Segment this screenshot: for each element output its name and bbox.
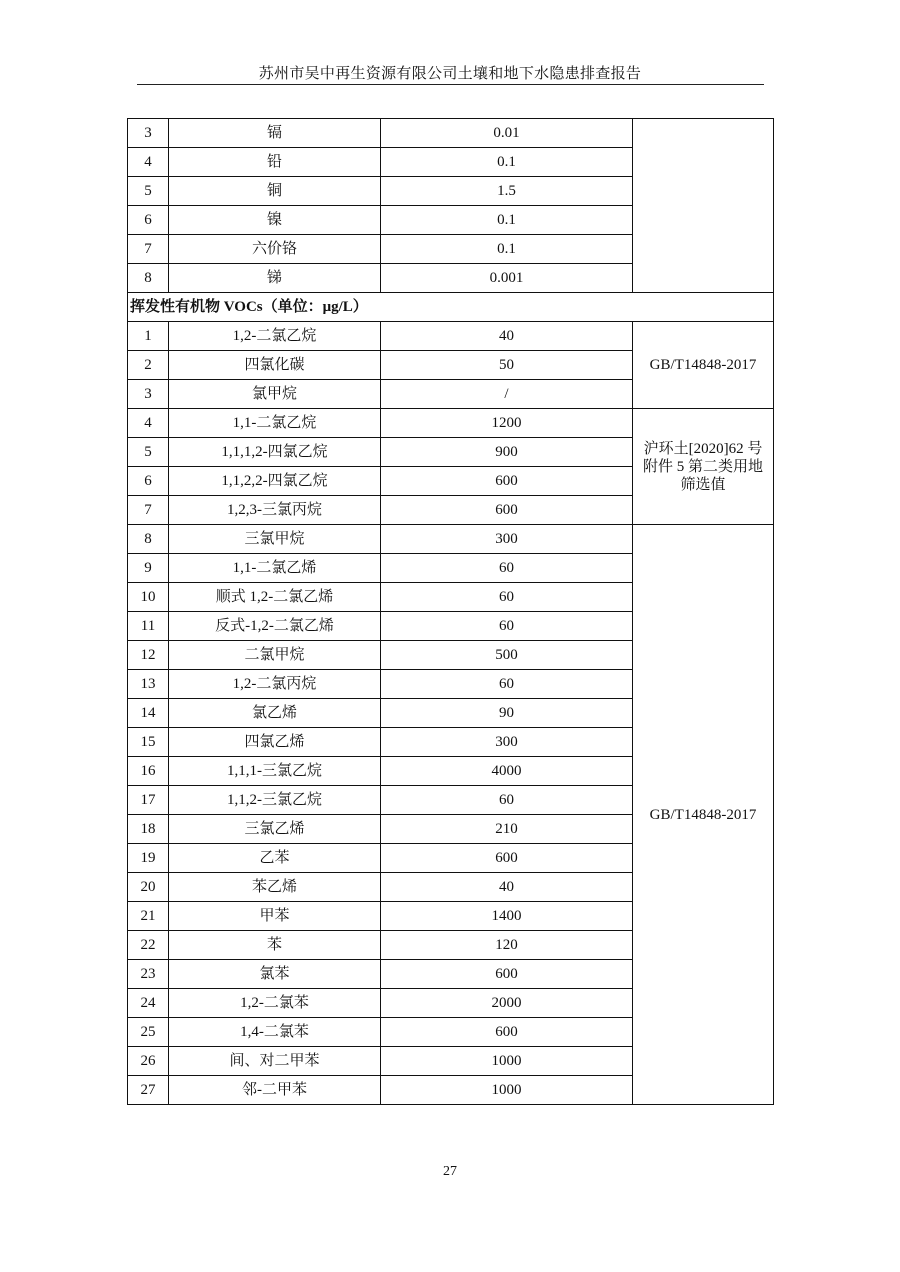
substance-name-cell: 六价铬 — [169, 235, 381, 264]
row-number-cell: 9 — [128, 554, 169, 583]
row-number-cell: 22 — [128, 931, 169, 960]
substance-name-cell: 苯 — [169, 931, 381, 960]
substance-name-cell: 1,1-二氯乙烯 — [169, 554, 381, 583]
header-rule — [137, 84, 764, 85]
limit-value-cell: 900 — [381, 438, 633, 467]
limit-value-cell: 1200 — [381, 409, 633, 438]
row-number-cell: 20 — [128, 873, 169, 902]
substance-name-cell: 邻-二甲苯 — [169, 1076, 381, 1105]
row-number-cell: 3 — [128, 119, 169, 148]
row-number-cell: 4 — [128, 409, 169, 438]
row-number-cell: 18 — [128, 815, 169, 844]
row-number-cell: 10 — [128, 583, 169, 612]
row-number-cell: 16 — [128, 757, 169, 786]
limit-value-cell: 600 — [381, 1018, 633, 1047]
limit-value-cell: 0.1 — [381, 206, 633, 235]
substance-name-cell: 氯苯 — [169, 960, 381, 989]
standard-cell: 沪环土[2020]62 号附件 5 第二类用地筛选值 — [633, 409, 774, 525]
table-row — [128, 525, 774, 554]
limit-value-cell: 120 — [381, 931, 633, 960]
limit-value-cell: 210 — [381, 815, 633, 844]
row-number-cell: 6 — [128, 206, 169, 235]
row-number-cell: 3 — [128, 380, 169, 409]
limit-value-cell: 40 — [381, 873, 633, 902]
limit-value-cell: 1000 — [381, 1076, 633, 1105]
limit-value-cell: 600 — [381, 467, 633, 496]
row-number-cell: 23 — [128, 960, 169, 989]
substance-name-cell: 1,2-二氯苯 — [169, 989, 381, 1018]
row-number-cell: 21 — [128, 902, 169, 931]
row-number-cell: 14 — [128, 699, 169, 728]
limit-value-cell: 60 — [381, 583, 633, 612]
row-number-cell: 5 — [128, 438, 169, 467]
substance-name-cell: 1,2-二氯乙烷 — [169, 322, 381, 351]
limit-value-cell: 1.5 — [381, 177, 633, 206]
substance-name-cell: 间、对二甲苯 — [169, 1047, 381, 1076]
substance-name-cell: 三氯乙烯 — [169, 815, 381, 844]
limit-value-cell: 300 — [381, 728, 633, 757]
limit-value-cell: 500 — [381, 641, 633, 670]
vocs-section-title: 挥发性有机物 VOCs（单位：μg/L） — [128, 293, 774, 322]
limit-value-cell: 600 — [381, 844, 633, 873]
limit-value-cell: 2000 — [381, 989, 633, 1018]
row-number-cell: 26 — [128, 1047, 169, 1076]
row-number-cell: 13 — [128, 670, 169, 699]
row-number-cell: 5 — [128, 177, 169, 206]
substance-name-cell: 乙苯 — [169, 844, 381, 873]
limit-value-cell: 0.01 — [381, 119, 633, 148]
table-row — [128, 119, 774, 148]
limit-value-cell: 600 — [381, 960, 633, 989]
section-header-row — [128, 293, 774, 322]
substance-name-cell: 1,1,2-三氯乙烷 — [169, 786, 381, 815]
limit-value-cell: 0.1 — [381, 235, 633, 264]
substance-name-cell: 1,1,1-三氯乙烷 — [169, 757, 381, 786]
limit-value-cell: 50 — [381, 351, 633, 380]
row-number-cell: 8 — [128, 525, 169, 554]
limit-value-cell: 90 — [381, 699, 633, 728]
substance-name-cell: 1,1,2,2-四氯乙烷 — [169, 467, 381, 496]
substance-name-cell: 甲苯 — [169, 902, 381, 931]
limit-value-cell: 0.001 — [381, 264, 633, 293]
standards-table — [127, 118, 774, 1105]
limit-value-cell: 1000 — [381, 1047, 633, 1076]
substance-name-cell: 镉 — [169, 119, 381, 148]
substance-name-cell: 铅 — [169, 148, 381, 177]
standard-cell-blank — [633, 119, 774, 293]
row-number-cell: 4 — [128, 148, 169, 177]
row-number-cell: 7 — [128, 235, 169, 264]
substance-name-cell: 1,2,3-三氯丙烷 — [169, 496, 381, 525]
substance-name-cell: 1,2-二氯丙烷 — [169, 670, 381, 699]
limit-value-cell: 1400 — [381, 902, 633, 931]
row-number-cell: 2 — [128, 351, 169, 380]
limit-value-cell: 0.1 — [381, 148, 633, 177]
table-row — [128, 322, 774, 351]
limit-value-cell: 60 — [381, 612, 633, 641]
substance-name-cell: 氯乙烯 — [169, 699, 381, 728]
limit-value-cell: 60 — [381, 786, 633, 815]
substance-name-cell: 四氯化碳 — [169, 351, 381, 380]
substance-name-cell: 1,4-二氯苯 — [169, 1018, 381, 1047]
substance-name-cell: 苯乙烯 — [169, 873, 381, 902]
substance-name-cell: 铜 — [169, 177, 381, 206]
row-number-cell: 17 — [128, 786, 169, 815]
page-number: 27 — [443, 1164, 457, 1179]
substance-name-cell: 三氯甲烷 — [169, 525, 381, 554]
limit-value-cell: 4000 — [381, 757, 633, 786]
limit-value-cell: 300 — [381, 525, 633, 554]
standard-cell: GB/T14848-2017 — [633, 525, 774, 1105]
limit-value-cell: / — [381, 380, 633, 409]
standard-cell: GB/T14848-2017 — [633, 322, 774, 409]
standards-table-body — [128, 119, 774, 1105]
page-header-title: 苏州市吴中再生资源有限公司土壤和地下水隐患排查报告 — [258, 66, 642, 82]
substance-name-cell: 1,1,1,2-四氯乙烷 — [169, 438, 381, 467]
row-number-cell: 12 — [128, 641, 169, 670]
row-number-cell: 24 — [128, 989, 169, 1018]
row-number-cell: 11 — [128, 612, 169, 641]
substance-name-cell: 顺式 1,2-二氯乙烯 — [169, 583, 381, 612]
substance-name-cell: 四氯乙烯 — [169, 728, 381, 757]
row-number-cell: 6 — [128, 467, 169, 496]
substance-name-cell: 反式-1,2-二氯乙烯 — [169, 612, 381, 641]
row-number-cell: 8 — [128, 264, 169, 293]
substance-name-cell: 1,1-二氯乙烷 — [169, 409, 381, 438]
substance-name-cell: 氯甲烷 — [169, 380, 381, 409]
substance-name-cell: 二氯甲烷 — [169, 641, 381, 670]
row-number-cell: 1 — [128, 322, 169, 351]
table-row — [128, 409, 774, 438]
row-number-cell: 25 — [128, 1018, 169, 1047]
row-number-cell: 7 — [128, 496, 169, 525]
row-number-cell: 27 — [128, 1076, 169, 1105]
limit-value-cell: 600 — [381, 496, 633, 525]
limit-value-cell: 40 — [381, 322, 633, 351]
limit-value-cell: 60 — [381, 554, 633, 583]
substance-name-cell: 镍 — [169, 206, 381, 235]
row-number-cell: 19 — [128, 844, 169, 873]
limit-value-cell: 60 — [381, 670, 633, 699]
substance-name-cell: 锑 — [169, 264, 381, 293]
row-number-cell: 15 — [128, 728, 169, 757]
